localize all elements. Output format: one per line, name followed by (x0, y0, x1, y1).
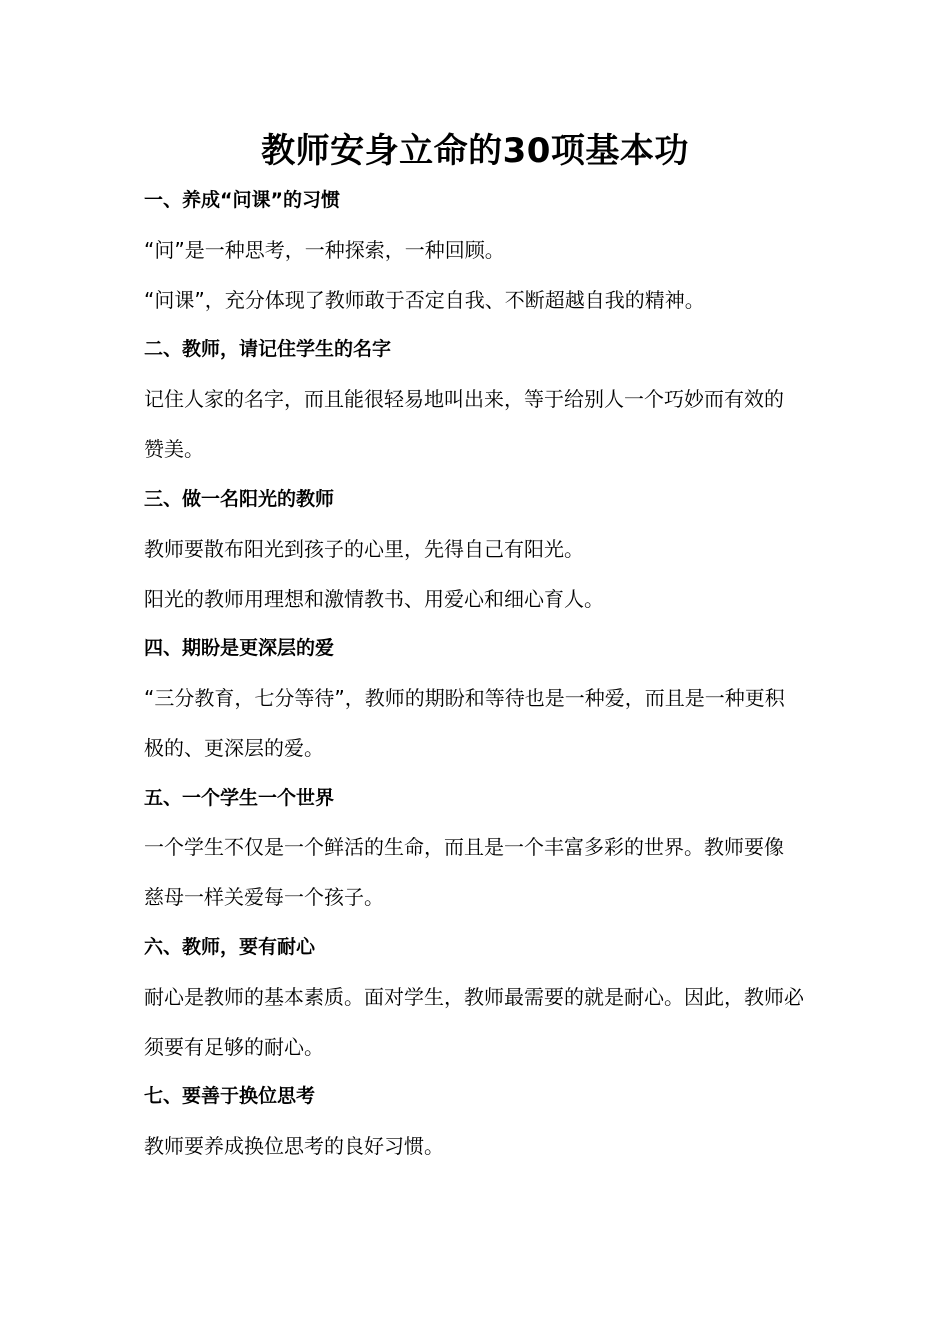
section-heading-1: 一、养成“问课”的习惯 (144, 189, 340, 211)
section-heading-5: 五、一个学生一个世界 (144, 787, 335, 809)
paragraph-line: 一个学生不仅是一个鲜活的生命，而且是一个丰富多彩的世界。教师要像 (144, 835, 784, 859)
paragraph-line: 须要有足够的耐心。 (144, 1035, 324, 1059)
paragraph-line: “三分教育，七分等待”，教师的期盼和等待也是一种爱，而且是一种更积 (144, 686, 785, 710)
paragraph-line: 教师要养成换位思考的良好习惯。 (144, 1134, 444, 1158)
section-heading-2: 二、教师，请记住学生的名字 (144, 338, 392, 360)
paragraph-line: 慈母一样关爱每一个孩子。 (144, 885, 384, 909)
paragraph-line: 教师要散布阳光到孩子的心里，先得自己有阳光。 (144, 537, 584, 561)
paragraph-line: 赞美。 (144, 437, 204, 461)
section-heading-6: 六、教师，要有耐心 (144, 936, 316, 958)
paragraph-line: 极的、更深层的爱。 (144, 736, 324, 760)
paragraph-line: 记住人家的名字，而且能很轻易地叫出来，等于给别人一个巧妙而有效的 (144, 387, 784, 411)
paragraph-line: 阳光的教师用理想和激情教书、用爱心和细心育人。 (144, 587, 604, 611)
paragraph-line: 耐心是教师的基本素质。面对学生，教师最需要的就是耐心。因此，教师必 (144, 985, 804, 1009)
paragraph-line: “问”是一种思考，一种探索，一种回顾。 (144, 238, 505, 262)
document-title: 教师安身立命的30项基本功 (261, 131, 689, 171)
section-heading-7: 七、要善于换位思考 (144, 1085, 316, 1107)
paragraph-line: “问课”，充分体现了教师敢于否定自我、不断超越自我的精神。 (144, 288, 705, 312)
section-heading-3: 三、做一名阳光的教师 (144, 488, 335, 510)
section-heading-4: 四、期盼是更深层的爱 (144, 637, 335, 659)
